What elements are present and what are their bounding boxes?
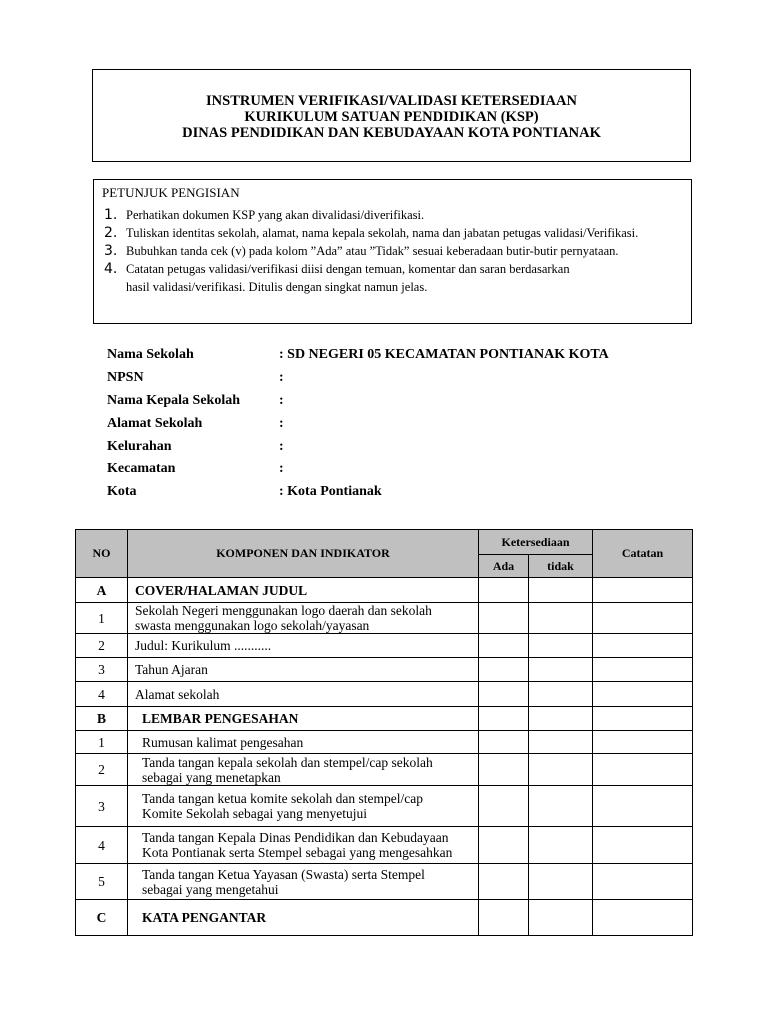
identity-row-kecamatan	[107, 458, 609, 481]
cell-tidak[interactable]	[529, 707, 593, 731]
table-row	[76, 682, 693, 707]
header-ketersediaan: Ketersediaan	[479, 530, 593, 555]
row-indicator: Tanda tangan kepala sekolah dan stempel/cap sekolah sebagai yang menetapkan	[128, 754, 479, 786]
verification-table	[75, 529, 693, 936]
instructions-list	[102, 206, 691, 296]
instructions-box	[93, 179, 692, 324]
cell-ada[interactable]	[479, 658, 529, 682]
table-row	[76, 900, 693, 936]
row-number: 4	[76, 682, 128, 707]
cell-ada[interactable]	[479, 864, 529, 900]
identity-row-kota	[107, 481, 609, 504]
identity-row-npsn	[107, 367, 609, 390]
header-catatan: Catatan	[593, 530, 693, 578]
cell-catatan[interactable]	[593, 634, 693, 658]
cell-catatan[interactable]	[593, 864, 693, 900]
identity-label: Kota	[107, 484, 137, 500]
identity-value: :	[279, 415, 284, 431]
title-line-3: DINAS PENDIDIKAN DAN KEBUDAYAAN KOTA PONTIANAK	[182, 125, 601, 141]
row-indicator: Judul: Kurikulum ...........	[128, 634, 479, 658]
cell-ada[interactable]	[479, 731, 529, 754]
row-section-title: COVER/HALAMAN JUDUL	[128, 578, 479, 603]
identity-label: Kelurahan	[107, 438, 172, 454]
table-row	[76, 603, 693, 634]
instruction-item	[102, 260, 691, 296]
cell-tidak[interactable]	[529, 682, 593, 707]
row-number: 1	[76, 731, 128, 754]
identity-label: Nama Sekolah	[107, 347, 194, 362]
cell-catatan[interactable]	[593, 682, 693, 707]
row-number: 2	[76, 754, 128, 786]
row-number: 1	[76, 603, 128, 634]
cell-tidak[interactable]	[529, 900, 593, 936]
cell-ada[interactable]	[479, 578, 529, 603]
cell-ada[interactable]	[479, 634, 529, 658]
identity-row-kepala-sekolah	[107, 390, 609, 413]
cell-tidak[interactable]	[529, 864, 593, 900]
row-indicator: Tanda tangan Ketua Yayasan (Swasta) serta Stempel sebagai yang mengetahui	[128, 864, 479, 900]
cell-catatan[interactable]	[593, 578, 693, 603]
instruction-number: 1.	[104, 207, 118, 223]
identity-label: Kecamatan	[107, 461, 176, 477]
cell-catatan[interactable]	[593, 658, 693, 682]
cell-catatan[interactable]	[593, 786, 693, 827]
instruction-number: 3.	[104, 243, 118, 259]
row-section-title: KATA PENGANTAR	[128, 900, 479, 936]
row-indicator: Alamat sekolah	[128, 682, 479, 707]
header-komponen: KOMPONEN DAN INDIKATOR	[128, 530, 479, 578]
cell-ada[interactable]	[479, 786, 529, 827]
row-number: C	[76, 900, 128, 936]
row-number: 4	[76, 827, 128, 864]
instruction-item	[102, 242, 691, 260]
table-header-row	[76, 530, 693, 555]
document-title-box	[92, 69, 691, 162]
table-row	[76, 731, 693, 754]
instruction-number: 4.	[104, 261, 118, 277]
cell-catatan[interactable]	[593, 900, 693, 936]
table-row	[76, 634, 693, 658]
row-number: B	[76, 707, 128, 731]
header-tidak: tidak	[529, 555, 593, 578]
cell-catatan[interactable]	[593, 731, 693, 754]
instruction-item	[102, 206, 691, 224]
instruction-text-continued: hasil validasi/verifikasi. Ditulis dengan singkat namun jelas.	[126, 280, 428, 294]
cell-catatan[interactable]	[593, 754, 693, 786]
row-indicator: Sekolah Negeri menggunakan logo daerah dan sekolah swasta menggunakan logo sekolah/yayasan	[128, 603, 479, 634]
identity-value: :	[279, 461, 284, 477]
cell-tidak[interactable]	[529, 827, 593, 864]
header-no: NO	[76, 530, 128, 578]
title-line-2: KURIKULUM SATUAN PENDIDIKAN (KSP)	[244, 109, 539, 125]
cell-ada[interactable]	[479, 754, 529, 786]
row-indicator: Rumusan kalimat pengesahan	[128, 731, 479, 754]
instruction-text: Catatan petugas validasi/verifikasi diisi dengan temuan, komentar dan saran berdasarkan	[126, 262, 570, 276]
cell-tidak[interactable]	[529, 634, 593, 658]
row-number: 5	[76, 864, 128, 900]
cell-tidak[interactable]	[529, 731, 593, 754]
identity-row-kelurahan	[107, 436, 609, 459]
table-row	[76, 578, 693, 603]
cell-tidak[interactable]	[529, 754, 593, 786]
identity-row-alamat	[107, 413, 609, 436]
table-row	[76, 707, 693, 731]
table-row	[76, 864, 693, 900]
table-row	[76, 754, 693, 786]
row-indicator: Tanda tangan ketua komite sekolah dan stempel/cap Komite Sekolah sebagai yang menyetujui	[128, 786, 479, 827]
header-ada: Ada	[479, 555, 529, 578]
table-row	[76, 827, 693, 864]
cell-ada[interactable]	[479, 900, 529, 936]
cell-tidak[interactable]	[529, 658, 593, 682]
cell-ada[interactable]	[479, 707, 529, 731]
row-number: 3	[76, 786, 128, 827]
table-row	[76, 786, 693, 827]
identity-value: : Kota Pontianak	[279, 484, 382, 500]
instruction-number: 2.	[104, 225, 118, 241]
instruction-text: Perhatikan dokumen KSP yang akan divalidasi/diverifikasi.	[126, 208, 425, 222]
cell-tidak[interactable]	[529, 578, 593, 603]
cell-ada[interactable]	[479, 827, 529, 864]
identity-value: : SD NEGERI 05 KECAMATAN PONTIANAK KOTA	[279, 347, 609, 362]
cell-ada[interactable]	[479, 682, 529, 707]
row-indicator: Tanda tangan Kepala Dinas Pendidikan dan Kebudayaan Kota Pontianak serta Stempel sebagai yang mengesahkan	[128, 827, 479, 864]
identity-value: :	[279, 392, 284, 408]
instruction-item	[102, 224, 691, 242]
row-number: 3	[76, 658, 128, 682]
cell-tidak[interactable]	[529, 603, 593, 634]
row-indicator: Tahun Ajaran	[128, 658, 479, 682]
instruction-text: Tuliskan identitas sekolah, alamat, nama kepala sekolah, nama dan jabatan petugas validasi/Verifikasi.	[126, 226, 639, 240]
row-number: A	[76, 578, 128, 603]
identity-label: NPSN	[107, 369, 144, 385]
cell-ada[interactable]	[479, 603, 529, 634]
instruction-text: Bubuhkan tanda cek (v) pada kolom ”Ada” atau ”Tidak” sesuai keberadaan butir-butir pernyataan.	[126, 244, 619, 258]
title-line-1: INSTRUMEN VERIFIKASI/VALIDASI KETERSEDIAAN	[206, 93, 577, 109]
school-identity	[107, 344, 609, 504]
identity-value: :	[279, 369, 284, 385]
identity-label: Nama Kepala Sekolah	[107, 392, 241, 408]
identity-value: :	[279, 438, 284, 454]
cell-catatan[interactable]	[593, 603, 693, 634]
row-number: 2	[76, 634, 128, 658]
cell-catatan[interactable]	[593, 707, 693, 731]
identity-row-nama-sekolah	[107, 344, 609, 367]
identity-label: Alamat Sekolah	[107, 415, 203, 431]
instructions-title: PETUNJUK PENGISIAN	[102, 185, 240, 200]
row-section-title: LEMBAR PENGESAHAN	[128, 707, 479, 731]
table-row	[76, 658, 693, 682]
cell-tidak[interactable]	[529, 786, 593, 827]
cell-catatan[interactable]	[593, 827, 693, 864]
